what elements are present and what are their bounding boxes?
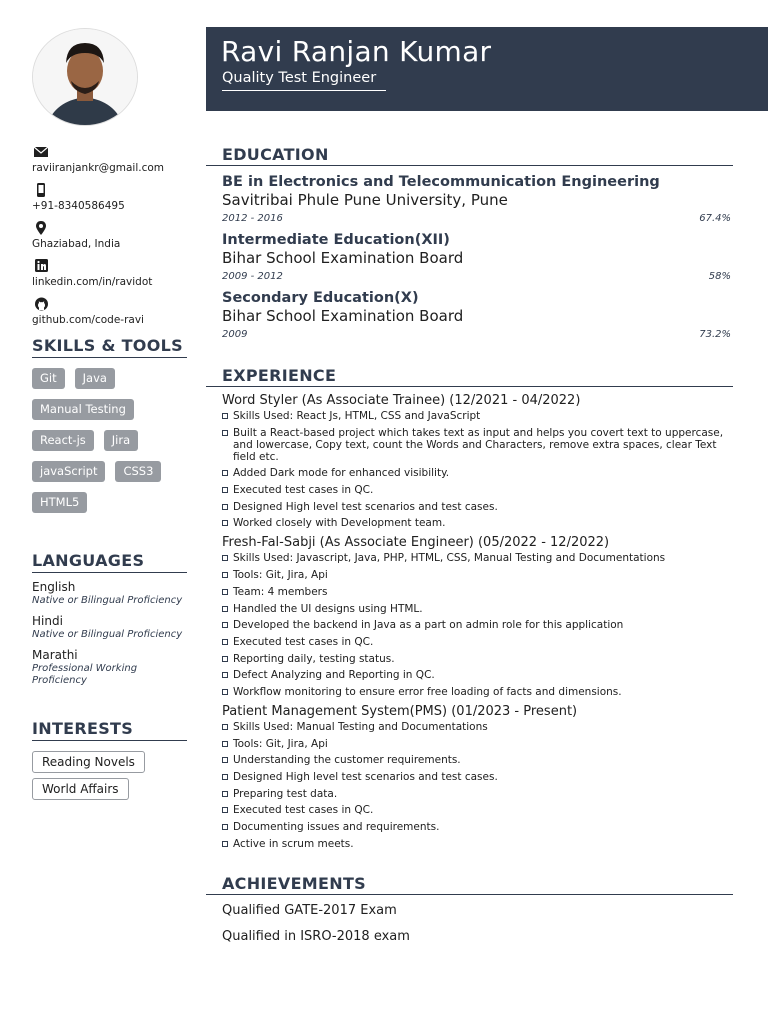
location-icon	[32, 220, 50, 236]
degree-title: Secondary Education(X)	[222, 290, 419, 306]
bullet-item: Active in scrum meets.	[222, 838, 733, 850]
experience-title: Fresh-Fal-Sabji (As Associate Engineer) (05/2022 - 12/2022)	[222, 535, 610, 551]
language-level: Professional Working Proficiency	[32, 663, 138, 686]
sidebar	[32, 28, 187, 805]
github-icon	[32, 296, 50, 312]
language-name: Marathi	[32, 648, 78, 662]
interests-list	[32, 751, 187, 805]
name-header	[206, 27, 768, 111]
github-link[interactable]: github.com/code-ravi	[32, 314, 144, 326]
bullet-item: Team: 4 members	[222, 586, 733, 598]
experience-item	[206, 704, 733, 850]
bullet-item: Skills Used: React Js, HTML, CSS and JavaScript	[222, 410, 733, 422]
school-name: Bihar School Examination Board	[222, 307, 464, 325]
interests-section	[32, 719, 187, 805]
experience-bullets	[222, 721, 733, 850]
language-level: Native or Bilingual Proficiency	[32, 595, 183, 606]
bullet-item: Worked closely with Development team.	[222, 517, 733, 529]
linkedin-link[interactable]: linkedin.com/in/ravidot	[32, 276, 153, 288]
experience-item	[206, 393, 733, 529]
interest-tag: World Affairs	[32, 778, 129, 800]
bullet-item: Reporting daily, testing status.	[222, 653, 733, 665]
skill-tag: Jira	[104, 430, 138, 451]
bullet-item: Tools: Git, Jira, Api	[222, 569, 733, 581]
achievement-item: Qualified in ISRO-2018 exam	[222, 928, 410, 944]
education-heading: EDUCATION	[206, 145, 733, 166]
bullet-item: Tools: Git, Jira, Api	[222, 738, 733, 750]
interest-tag: Reading Novels	[32, 751, 145, 773]
skill-tag: Git	[32, 368, 65, 389]
location-text: Ghaziabad, India	[32, 238, 121, 250]
education-meta	[222, 271, 733, 282]
bullet-item: Documenting issues and requirements.	[222, 821, 733, 833]
education-item	[206, 290, 733, 340]
experience-item	[206, 535, 733, 698]
skills-section	[32, 336, 187, 513]
degree-title: BE in Electronics and Telecommunication Engineering	[222, 174, 660, 190]
school-name: Bihar School Examination Board	[222, 249, 464, 267]
envelope-icon	[32, 144, 50, 160]
degree-title: Intermediate Education(XII)	[222, 232, 450, 248]
language-item	[32, 648, 187, 687]
contact-list	[32, 144, 187, 326]
bullet-item: Designed High level test scenarios and test cases.	[222, 771, 733, 783]
education-dates: 2009 - 2012	[222, 271, 283, 282]
phone-text: +91-8340586495	[32, 200, 125, 212]
education-score: 73.2%	[699, 329, 731, 340]
skill-tag: CSS3	[115, 461, 161, 482]
experience-heading: EXPERIENCE	[206, 366, 733, 387]
achievements-heading: ACHIEVEMENTS	[206, 874, 733, 895]
skills-heading: SKILLS & TOOLS	[32, 336, 187, 358]
achievements-section	[206, 874, 733, 944]
job-title: Quality Test Engineer	[222, 70, 386, 91]
experience-title: Patient Management System(PMS) (01/2023 - Present)	[222, 703, 578, 719]
avatar-image	[33, 29, 137, 125]
contact-phone	[32, 182, 187, 212]
bullet-item: Handled the UI designs using HTML.	[222, 603, 733, 615]
contact-linkedin	[32, 258, 187, 288]
bullet-item: Preparing test data.	[222, 788, 733, 800]
skill-tag: HTML5	[32, 492, 87, 513]
education-score: 58%	[708, 271, 731, 282]
bullet-item: Workflow monitoring to ensure error free loading of facts and dimensions.	[222, 686, 733, 698]
education-dates: 2009	[222, 329, 248, 340]
bullet-item: Executed test cases in QC.	[222, 484, 733, 496]
linkedin-icon	[32, 258, 50, 274]
bullet-item: Skills Used: Manual Testing and Documentations	[222, 721, 733, 733]
language-item	[32, 580, 187, 607]
bullet-item: Built a React-based project which takes text as input and helps you covert text to uppercase, and lowercase, Copy text, count the Words and Characters, remove extra spaces, clear Text field etc.	[222, 427, 733, 463]
education-item	[206, 174, 733, 224]
skills-list	[32, 368, 192, 513]
experience-bullets	[222, 552, 733, 698]
education-meta	[222, 329, 733, 340]
education-section	[206, 145, 733, 340]
profile-photo	[32, 28, 138, 126]
bullet-item: Designed High level test scenarios and test cases.	[222, 501, 733, 513]
education-meta	[222, 213, 733, 224]
language-item	[32, 614, 187, 641]
education-dates: 2012 - 2016	[222, 213, 283, 224]
bullet-item: Skills Used: Javascript, Java, PHP, HTML, CSS, Manual Testing and Documentations	[222, 552, 733, 564]
school-name: Savitribai Phule Pune University, Pune	[222, 191, 508, 209]
contact-github	[32, 296, 187, 326]
experience-bullets	[222, 410, 733, 529]
contact-email	[32, 144, 187, 174]
main-content	[206, 145, 733, 944]
skill-tag: javaScript	[32, 461, 105, 482]
education-item	[206, 232, 733, 282]
bullet-item: Defect Analyzing and Reporting in QC.	[222, 669, 733, 681]
skill-tag: Manual Testing	[32, 399, 134, 420]
bullet-item: Understanding the customer requirements.	[222, 754, 733, 766]
interests-heading: INTERESTS	[32, 719, 187, 741]
person-name: Ravi Ranjan Kumar	[221, 35, 492, 68]
skill-tag: React-js	[32, 430, 94, 451]
languages-heading: LANGUAGES	[32, 551, 187, 573]
language-level: Native or Bilingual Proficiency	[32, 629, 183, 640]
experience-title: Word Styler (As Associate Trainee) (12/2021 - 04/2022)	[222, 393, 581, 408]
contact-location	[32, 220, 187, 250]
languages-section	[32, 551, 187, 687]
language-name: English	[32, 580, 76, 594]
achievement-item: Qualified GATE-2017 Exam	[222, 902, 397, 918]
bullet-item: Executed test cases in QC.	[222, 804, 733, 816]
bullet-item: Executed test cases in QC.	[222, 636, 733, 648]
phone-icon	[32, 182, 50, 198]
email-link[interactable]: raviiranjankr@gmail.com	[32, 162, 165, 174]
language-name: Hindi	[32, 614, 63, 628]
education-score: 67.4%	[699, 213, 731, 224]
skill-tag: Java	[75, 368, 115, 389]
bullet-item: Added Dark mode for enhanced visibility.	[222, 467, 733, 479]
experience-section	[206, 366, 733, 850]
bullet-item: Developed the backend in Java as a part on admin role for this application	[222, 619, 733, 631]
